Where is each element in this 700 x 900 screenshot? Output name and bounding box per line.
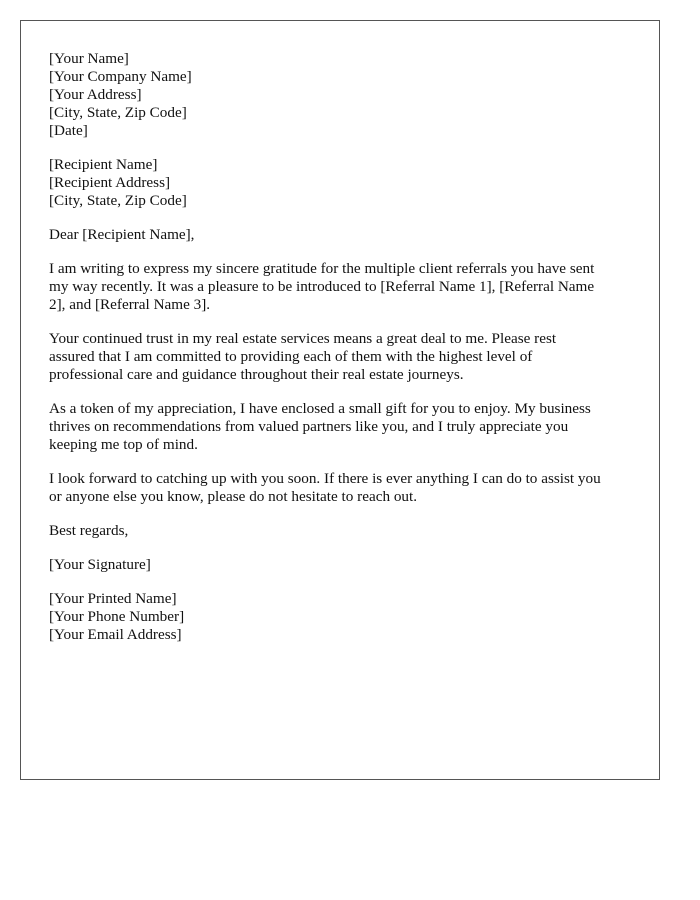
paragraph-3 — [49, 400, 639, 454]
paragraph-line: or anyone else you know, please do not hesitate to reach out. — [49, 488, 418, 505]
salutation — [49, 226, 639, 244]
phone-number: [Your Phone Number] — [49, 608, 185, 625]
paragraph-line: my way recently. It was a pleasure to be introduced to [Referral Name 1], [Referral Name — [49, 278, 595, 295]
recipient-block — [49, 156, 639, 210]
paragraph-line: As a token of my appreciation, I have enclosed a small gift for you to enjoy. My business — [49, 400, 591, 417]
footer-block — [49, 590, 639, 644]
paragraph-2 — [49, 330, 639, 384]
closing-text: Best regards, — [49, 522, 129, 539]
signature-text: [Your Signature] — [49, 556, 151, 573]
paragraph-4 — [49, 470, 639, 506]
paragraph-line: keeping me top of mind. — [49, 436, 198, 453]
letter-page — [20, 20, 660, 780]
sender-block — [49, 50, 639, 140]
recipient-name: [Recipient Name] — [49, 156, 158, 173]
sender-name: [Your Name] — [49, 50, 129, 67]
paragraph-line: Your continued trust in my real estate services means a great deal to me. Please rest — [49, 330, 557, 347]
letter-body — [49, 50, 639, 660]
closing — [49, 522, 639, 540]
paragraph-1 — [49, 260, 639, 314]
paragraph-line: professional care and guidance throughout their real estate journeys. — [49, 366, 464, 383]
paragraph-line: thrives on recommendations from valued partners like you, and I truly appreciate you — [49, 418, 569, 435]
paragraph-line: 2], and [Referral Name 3]. — [49, 296, 211, 313]
printed-name: [Your Printed Name] — [49, 590, 177, 607]
signature — [49, 556, 639, 574]
salutation-text: Dear [Recipient Name], — [49, 226, 195, 243]
sender-city-state-zip: [City, State, Zip Code] — [49, 104, 187, 121]
email-address: [Your Email Address] — [49, 626, 182, 643]
paragraph-line: I am writing to express my sincere gratitude for the multiple client referrals you have sent — [49, 260, 595, 277]
paragraph-line: assured that I am committed to providing each of them with the highest level of — [49, 348, 533, 365]
recipient-address: [Recipient Address] — [49, 174, 171, 191]
sender-company: [Your Company Name] — [49, 68, 192, 85]
paragraph-line: I look forward to catching up with you soon. If there is ever anything I can do to assist you — [49, 470, 601, 487]
letter-date: [Date] — [49, 122, 88, 139]
recipient-city-state-zip: [City, State, Zip Code] — [49, 192, 187, 209]
sender-address: [Your Address] — [49, 86, 142, 103]
